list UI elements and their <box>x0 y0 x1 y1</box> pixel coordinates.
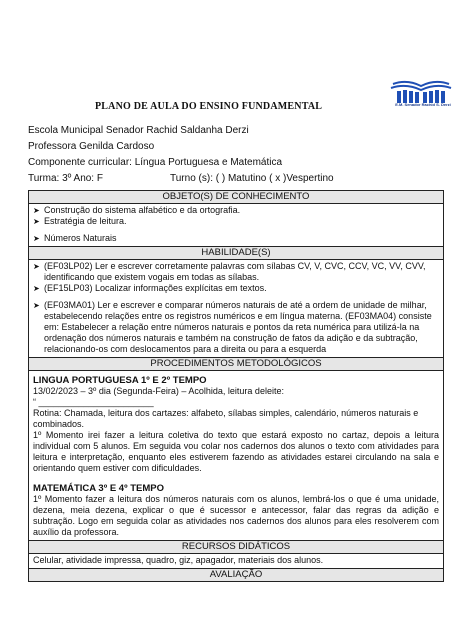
arrow-bullet-icon: ➤ <box>33 217 40 226</box>
lp-date: 13/02/2023 – 3º dia (Segunda-Feira) – Acolhida, leitura deleite: <box>33 386 284 396</box>
procedimentos-cell <box>29 371 443 541</box>
lesson-plan-table <box>28 190 444 582</box>
school-logo-book-icon <box>387 80 455 120</box>
list-item: ➤ (EF03MA01) Ler e escrever e comparar números naturais de até a ordem de unidade de milhar, estabelecendo relações entre os registros numéricos e em língua materna. (EF03MA04) consiste em: Estabelecer a relação entre números naturais e pontos da reta numérica para utilizá-la na ordenação dos números naturais e também na construção de fatos da adição e da subtração, relacionando-os com deslocamentos para a direita ou para a esquerda <box>33 300 432 354</box>
arrow-bullet-icon: ➤ <box>33 284 40 293</box>
procedimentos-heading: PROCEDIMENTOS METODOLÓGICOS <box>29 358 443 371</box>
list-item: ➤ Construção do sistema alfabético e da ortografia. <box>33 205 241 215</box>
curricular-component: Componente curricular: Língua Portuguesa e Matemática <box>28 157 283 168</box>
lp-section-title: LINGUA PORTUGUESA 1º E 2º TEMPO <box>33 375 207 386</box>
arrow-bullet-icon: ➤ <box>33 234 40 243</box>
objetos-cell <box>29 204 443 247</box>
mat-section-title: MATEMÁTICA 3º E 4º TEMPO <box>33 483 164 494</box>
arrow-bullet-icon: ➤ <box>33 262 40 271</box>
mat-first-moment: 1º Momento fazer a leitura dos números naturais com os alunos, lembrá-los o que é uma unidade, dezena, meia dezena, explicar o que é sucessor e antecessor, falar das regras da adição e subtração. Logo em seguida colar as atividades nos cadernos dos alunos para eles resolverem com auxílio da professora. <box>33 494 439 537</box>
logo-caption: E.M. Senador Rachid S. Derzi <box>395 102 451 107</box>
teacher-name: Professora Genilda Cardoso <box>28 141 155 152</box>
recursos-heading: RECURSOS DIDÁTICOS <box>29 541 443 554</box>
list-item: ➤ Estratégia de leitura. <box>33 216 127 226</box>
lp-routine: Rotina: Chamada, leitura dos cartazes: alfabeto, sílabas simples, calendário, números naturais e combinados. <box>33 408 419 429</box>
list-item: ➤ (EF03LP02) Ler e escrever corretamente palavras com sílabas CV, V, CVC, CCV, VC, VV, CVV, identificando que existem vogais em todas as sílabas. <box>33 261 426 282</box>
document-title: PLANO DE AULA DO ENSINO FUNDAMENTAL <box>95 101 323 112</box>
list-item: ➤ Números Naturais <box>33 233 117 243</box>
recursos-text: Celular, atividade impressa, quadro, giz, apagador, materiais dos alunos. <box>29 554 443 569</box>
habilidades-heading: HABILIDADE(S) <box>29 247 443 260</box>
arrow-bullet-icon: ➤ <box>33 301 40 310</box>
arrow-bullet-icon: ➤ <box>33 206 40 215</box>
avaliacao-heading: AVALIAÇÃO <box>29 569 443 582</box>
lp-first-moment: 1º Momento irei fazer a leitura coletiva do texto que estará exposto no cartaz, depois a leitura individual com 5 alunos. Em seguida vou colar nos cadernos dos alunos o texto com atividades para leitura e interpretação, enquanto eles estiverem fazendo as atividades estarei circulando na sala e orientando quem estiver com dificuldades. <box>33 430 439 473</box>
class-info: Turma: 3º Ano: F <box>28 173 103 184</box>
lp-blank-line: “ _______________________ <box>33 397 154 407</box>
list-item: ➤ (EF15LP03) Localizar informações explícitas em textos. <box>33 283 267 293</box>
habilidades-cell <box>29 260 443 358</box>
shift-info: Turno (s): ( ) Matutino ( x )Vespertino <box>170 173 334 184</box>
objetos-heading: OBJETO(S) DE CONHECIMENTO <box>29 191 443 204</box>
school-name: Escola Municipal Senador Rachid Saldanha Derzi <box>28 125 249 136</box>
